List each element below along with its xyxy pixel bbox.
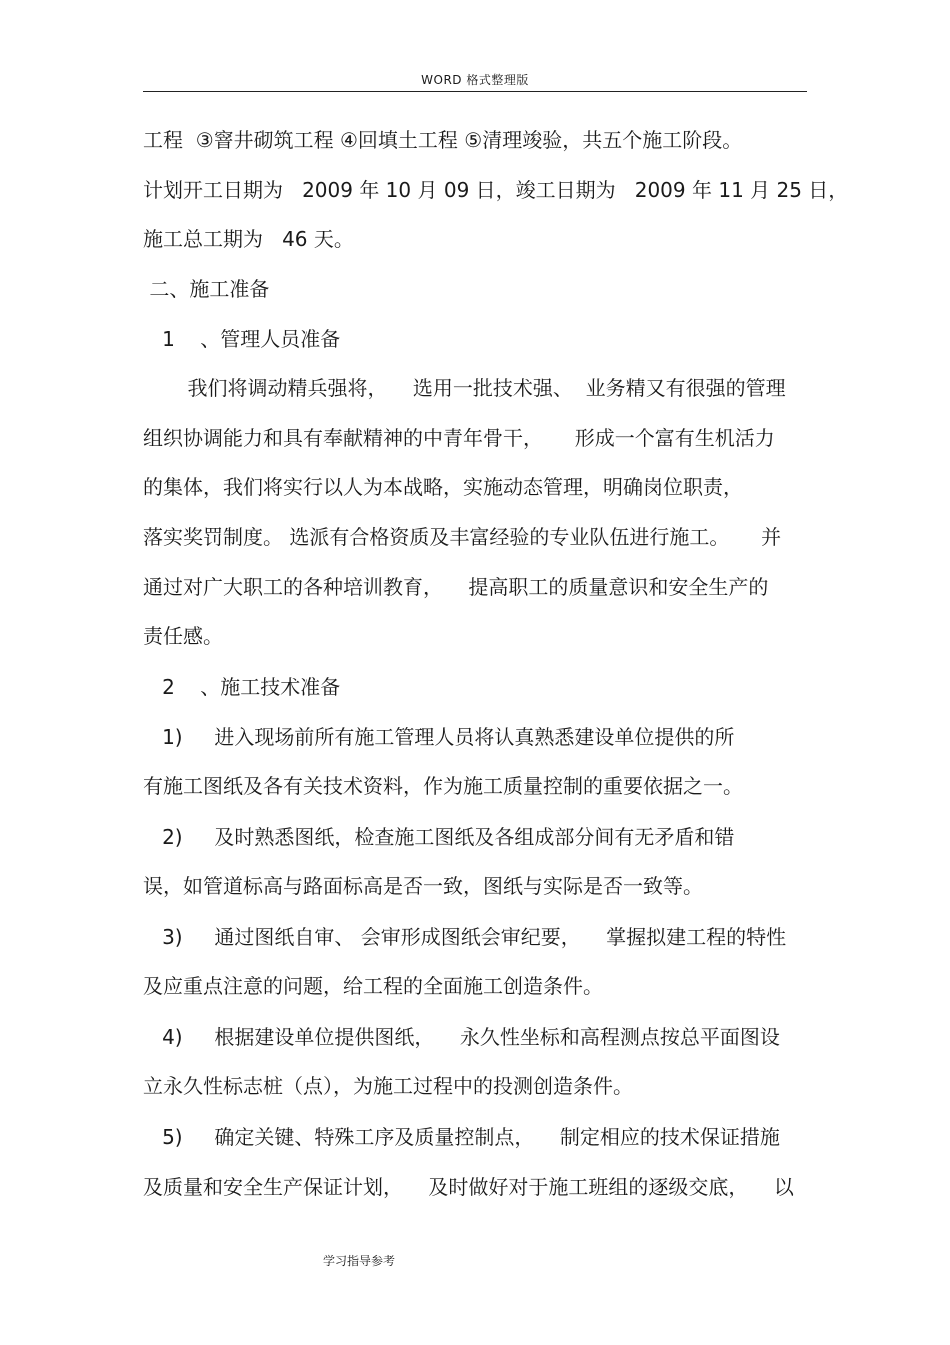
body-line: 施工总工期为 46 天。 [143,227,354,251]
body-line: 2 、施工技术准备 [143,675,341,699]
body-line: 4) 根据建设单位提供图纸， 永久性坐标和高程测点按总平面图设 [143,1025,780,1049]
body-line: 2) 及时熟悉图纸，检查施工图纸及各组成部分间有无矛盾和错 [143,825,735,849]
body-line: 5) 确定关键、特殊工序及质量控制点， 制定相应的技术保证措施 [143,1125,780,1149]
body-line: 二、施工准备 [143,277,270,301]
body-line: 的集体，我们将实行以人为本战略，实施动态管理，明确岗位职责， [143,475,743,499]
body-line: 我们将调动精兵强将， 选用一批技术强、 业务精又有很强的管理 [143,376,786,400]
body-line: 及质量和安全生产保证计划， 及时做好对于施工班组的逐级交底， 以 [143,1175,794,1199]
body-line: 通过对广大职工的各种培训教育， 提高职工的质量意识和安全生产的 [143,575,769,599]
body-line: 1) 进入现场前所有施工管理人员将认真熟悉建设单位提供的所 [143,725,735,749]
body-line: 及应重点注意的问题，给工程的全面施工创造条件。 [143,974,603,998]
body-line: 误，如管道标高与路面标高是否一致，图纸与实际是否一致等。 [143,874,703,898]
body-line: 工程 ③窨井砌筑工程 ④回填土工程 ⑤清理竣验，共五个施工阶段。 [143,128,743,152]
body-line: 有施工图纸及各有关技术资料，作为施工质量控制的重要依据之一。 [143,774,743,798]
body-line: 立永久性标志桩（点），为施工过程中的投测创造条件。 [143,1074,633,1098]
page-footer: 学习指导参考 [323,1254,396,1268]
page-header: WORD 格式整理版 [421,73,529,87]
body-line: 责任感。 [143,624,223,648]
header-rule [143,91,807,92]
body-line: 组织协调能力和具有奉献精神的中青年骨干， 形成一个富有生机活力 [143,426,775,450]
body-line: 落实奖罚制度。 选派有合格资质及丰富经验的专业队伍进行施工。 并 [143,525,782,549]
body-line: 1 、管理人员准备 [143,327,341,351]
body-line: 3) 通过图纸自审、 会审形成图纸会审纪要， 掌握拟建工程的特性 [143,925,787,949]
body-line: 计划开工日期为 2009 年 10 月 09 日，竣工日期为 2009 年 11 月 25 日， [143,178,849,202]
